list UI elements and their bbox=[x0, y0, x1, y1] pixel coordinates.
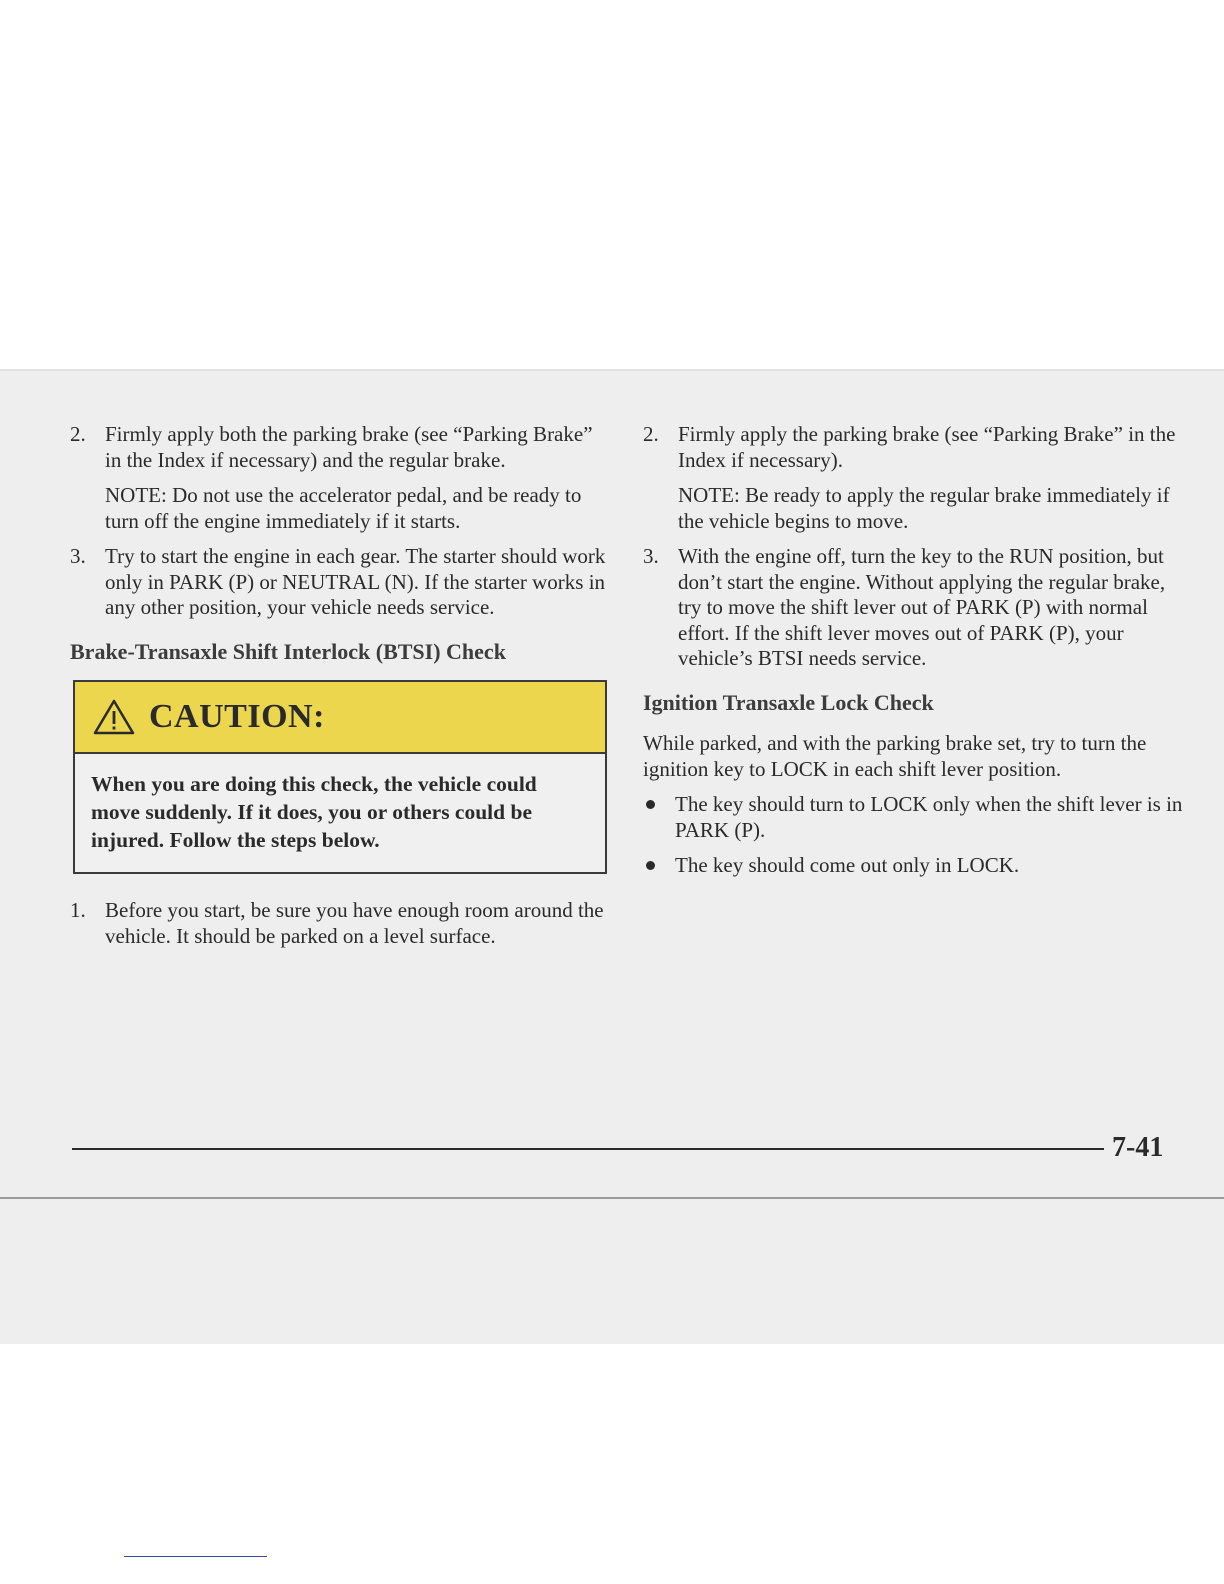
step-number: 3. bbox=[70, 544, 86, 568]
list-item bbox=[643, 792, 1183, 843]
step-number: 1. bbox=[70, 898, 86, 922]
bullet-text: The key should turn to LOCK only when the shift lever is in PARK (P). bbox=[675, 792, 1183, 842]
step-number: 2. bbox=[643, 422, 659, 446]
step-number: 2. bbox=[70, 422, 86, 446]
list-item bbox=[643, 853, 1183, 879]
footer-rule bbox=[72, 1148, 1104, 1150]
left-step-2 bbox=[70, 422, 610, 473]
left-step-3 bbox=[70, 544, 610, 621]
caution-header bbox=[75, 682, 605, 754]
page-number: 7-41 bbox=[1112, 1132, 1164, 1163]
band-bottom-line bbox=[0, 1197, 1224, 1199]
warning-triangle-icon bbox=[93, 698, 135, 736]
btsi-heading: Brake-Transaxle Shift Interlock (BTSI) Check bbox=[70, 638, 506, 664]
step-text: Firmly apply both the parking brake (see “Parking Brake” in the Index if necessary) and the regular brake. bbox=[105, 422, 593, 472]
left-note: NOTE: Do not use the accelerator pedal, and be ready to turn off the engine immediately if it starts. bbox=[105, 483, 582, 533]
right-note: NOTE: Be ready to apply the regular brake immediately if the vehicle begins to move. bbox=[678, 483, 1170, 533]
right-step-2 bbox=[643, 422, 1183, 473]
bullet-icon bbox=[646, 800, 655, 809]
step-text: Firmly apply the parking brake (see “Parking Brake” in the Index if necessary). bbox=[678, 422, 1176, 472]
stray-underline bbox=[124, 1556, 267, 1557]
step-text: With the engine off, turn the key to the RUN position, but don’t start the engine. Without applying the regular brake, try to move the shift lever out of PARK (P) with normal effort. If the shift lever moves out of PARK (P), your vehicle’s BTSI needs service. bbox=[678, 544, 1166, 670]
caution-body: When you are doing this check, the vehicle could move suddenly. If it does, you or others could be injured. Follow the steps below. bbox=[91, 772, 537, 852]
step-text: Before you start, be sure you have enough room around the vehicle. It should be parked on a level surface. bbox=[105, 898, 604, 948]
step-number: 3. bbox=[643, 544, 659, 568]
ignition-intro: While parked, and with the parking brake set, try to turn the ignition key to LOCK in each shift lever position. bbox=[643, 731, 1147, 781]
bullet-text: The key should come out only in LOCK. bbox=[675, 853, 1020, 877]
bullet-icon bbox=[646, 861, 655, 870]
band-top-edge bbox=[0, 369, 1224, 371]
left-step-1 bbox=[70, 898, 610, 949]
right-step-3 bbox=[643, 544, 1183, 672]
caution-title: CAUTION: bbox=[149, 698, 325, 736]
step-text: Try to start the engine in each gear. The starter should work only in PARK (P) or NEUTRAL (N). If the starter works in any other position, your vehicle needs service. bbox=[105, 544, 606, 619]
left-column bbox=[70, 422, 610, 959]
ignition-lock-heading: Ignition Transaxle Lock Check bbox=[643, 689, 934, 715]
caution-box bbox=[73, 680, 607, 874]
right-column bbox=[643, 422, 1183, 889]
